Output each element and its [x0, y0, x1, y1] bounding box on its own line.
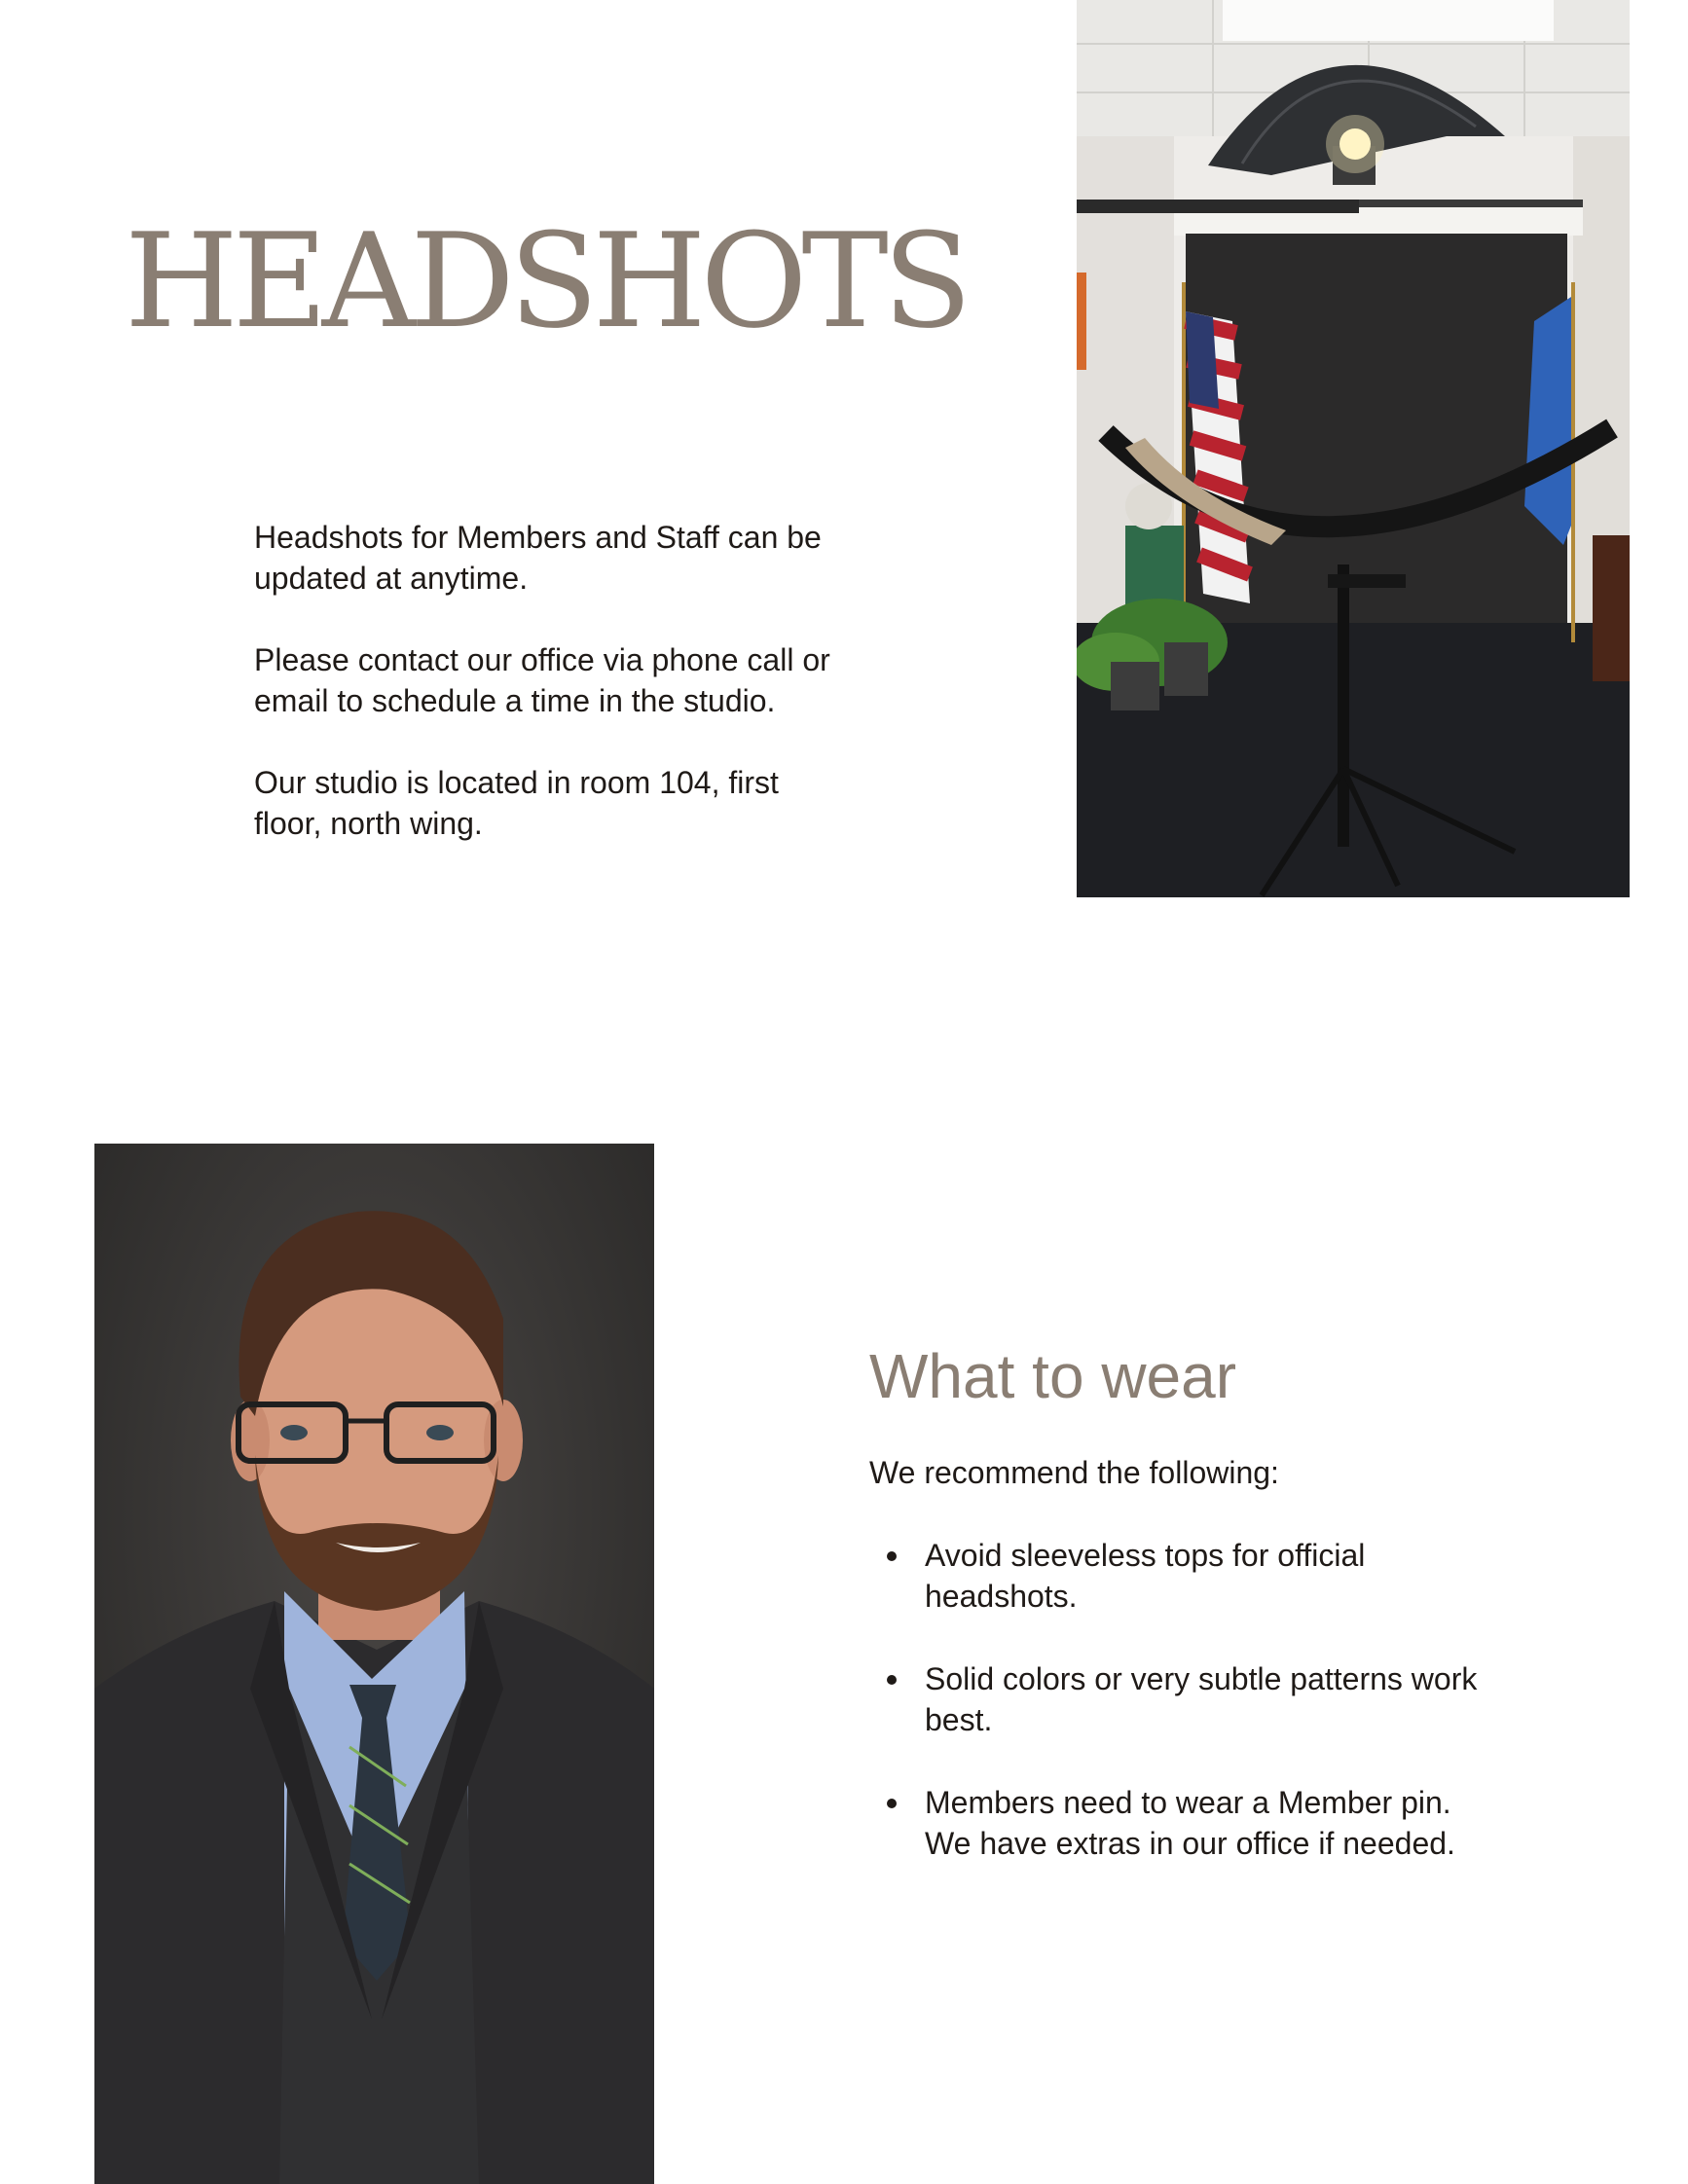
list-item: [869, 1782, 1492, 1864]
studio-photo: [1077, 0, 1630, 897]
bullet-icon: [887, 1799, 897, 1808]
list-item-text: Avoid sleeveless tops for official headshots.: [925, 1538, 1366, 1614]
list-item: [869, 1535, 1492, 1617]
page-title: HEADSHOTS: [125, 205, 967, 357]
intro-paragraph-contact: Please contact our office via phone call or email to schedule a time in the studio.: [254, 642, 830, 718]
intro-paragraph-location: Our studio is located in room 104, first floor, north wing.: [254, 765, 779, 841]
intro-paragraph-members: Headshots for Members and Staff can be updated at anytime.: [254, 520, 822, 596]
list-item-text: Solid colors or very subtle patterns work best.: [925, 1661, 1478, 1737]
recommend-intro: We recommend the following:: [869, 1455, 1279, 1490]
list-item-text: Members need to wear a Member pin. We have extras in our office if needed.: [925, 1785, 1455, 1861]
bullet-icon: [887, 1675, 897, 1685]
portrait-photo: [94, 1144, 654, 2184]
what-to-wear-heading: What to wear: [869, 1341, 1237, 1411]
wear-list: [869, 1535, 1492, 1906]
bullet-icon: [887, 1551, 897, 1561]
intro-text: [254, 517, 838, 885]
list-item: [869, 1658, 1492, 1740]
